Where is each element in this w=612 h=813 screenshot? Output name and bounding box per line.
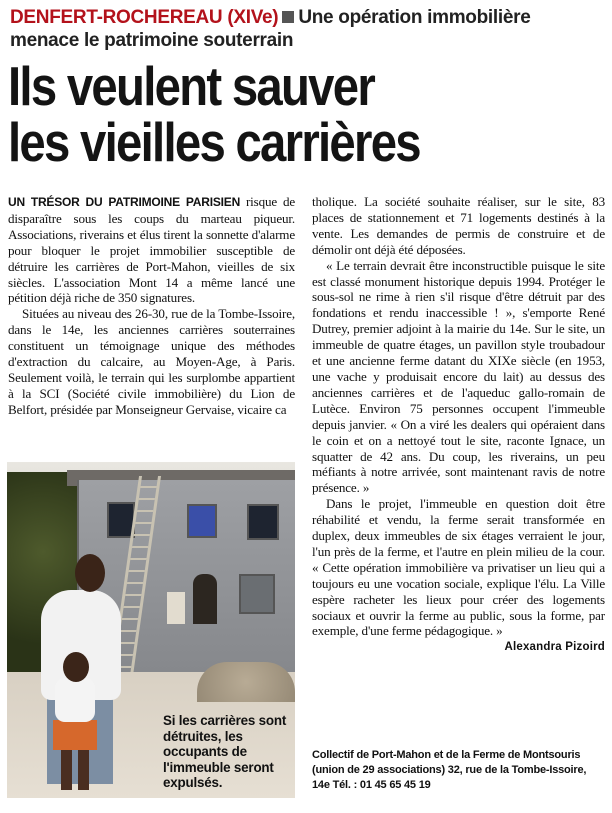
kicker-topic-line1: Une opération immobilière (298, 7, 531, 28)
photo-child-shorts (53, 720, 97, 750)
kicker-topic-line2: menace le patrimoine souterrain (10, 30, 294, 51)
kicker (10, 6, 606, 52)
kicker-place: DENFERT-ROCHEREAU (XIVe) (10, 7, 279, 28)
photo-board (167, 592, 185, 624)
article-lead: UN TRÉSOR DU PATRIMOINE PARISIEN (8, 195, 241, 209)
headline-line2: les vieilles carrières (8, 111, 420, 173)
article-column-left (8, 194, 295, 418)
contact-line-1: Collectif de Port-Mahon et de la Ferme de Montsouris (312, 749, 581, 761)
photo-window (247, 504, 279, 540)
article-paragraph-2: Situées au niveau des 26-30, rue de la Tombe-Issoire, dans le 14e, les anciennes carrières souterraines constituent un témoignage unique des méthodes d'extraction du calcaire, au Moyen-Age, à Paris. Seulement voilà, le terrain qui les surplombe appartient à la SCI (Société civile immobilière) du Lion de Belfort, présidée par Monseigneur Gervaise, vicaire ca (8, 306, 295, 417)
photo-child-head (63, 652, 89, 682)
article-paragraph-2-continued: tholique. La société souhaite réaliser, sur le site, 83 places de stationnement et 71 logements destinés à la vente. Les demandes de permis de construire et de démolir ont déjà été déposées. (312, 194, 605, 257)
headline-line1: Ils veulent sauver (8, 55, 375, 117)
article-paragraph-4: Dans le projet, l'immeuble en question doit être réhabilité et vendu, la ferme serait transformée en duplex, deux immeubles de six étages verraient le jour, l'un près de la ferme, et l'autre en plein milieu de la cour. « Cette opération immobilière va privatiser un lieu qui a toujours eu une vocation sociale, explique l'élu. La Ville espère racheter les lieux pour créer des logements sociaux et ouvrir la ferme au public, sous la forme, par exemple, d'une ferme pédagogique. » (312, 496, 605, 639)
contact-line-2: (union de 29 associations) 32, rue de la Tombe-Issoire, (312, 764, 587, 776)
photo-man-head (75, 554, 105, 592)
article-paragraph-3: « Le terrain devrait être inconstructible puisque le site est classé monument historique depuis 1994. Protéger le sous-sol ne rime à rien s'il risque d'être détruit par des fondations et rendu inaccessible ! », s'emporte René Dutrey, premier adjoint à la mairie du 14e. Sur le site, un immeuble de quatre étages, un pavillon style troubadour et une ancienne ferme datant du XIXe siècle (en 1953, une vache y produisait encore du lait) au dessus des anciennes carrières et de l'aqueduc gallo-romain de Lutèce. Environ 75 personnes occupent l'immeuble depuis janvier. « On a viré les dealers qui opéraient dans le coin et on a nettoyé tout le site, raconte Ignace, un squatter de 42 ans. Du coup, les riverains, un peu méfiants à notre arrivée, sont maintenant ravis de notre présence. » (312, 257, 605, 496)
photo-door (193, 574, 217, 624)
photo-window (239, 574, 275, 614)
photo-child (55, 678, 95, 722)
contact-info (312, 748, 606, 793)
article-column-right (312, 194, 605, 656)
photo-child-legs (61, 750, 89, 790)
photo-caption: Si les carrières sont détruites, les occupants de l'immeuble seront expulsés. (163, 713, 287, 790)
article-paragraph-1 (8, 194, 295, 306)
photo-rubble (197, 662, 295, 702)
headline (8, 55, 524, 173)
photo-window (187, 504, 217, 538)
square-bullet-icon (282, 11, 294, 23)
article-paragraph-1-text: risque de disparaître sous les coups du marteau piqueur. Associations, riverains et élus tirent la sonnette d'alarme pour bloquer le projet immobilier susceptible de détruire les carrières de Port-Mahon, vieilles de six siècles. L'association Mont 14 a même lancé une pétition déjà riche de 350 signatures. (8, 194, 295, 306)
article-author: Alexandra Pizoird (504, 641, 605, 654)
contact-line-3: 14e Tél. : 01 45 65 45 19 (312, 779, 431, 791)
